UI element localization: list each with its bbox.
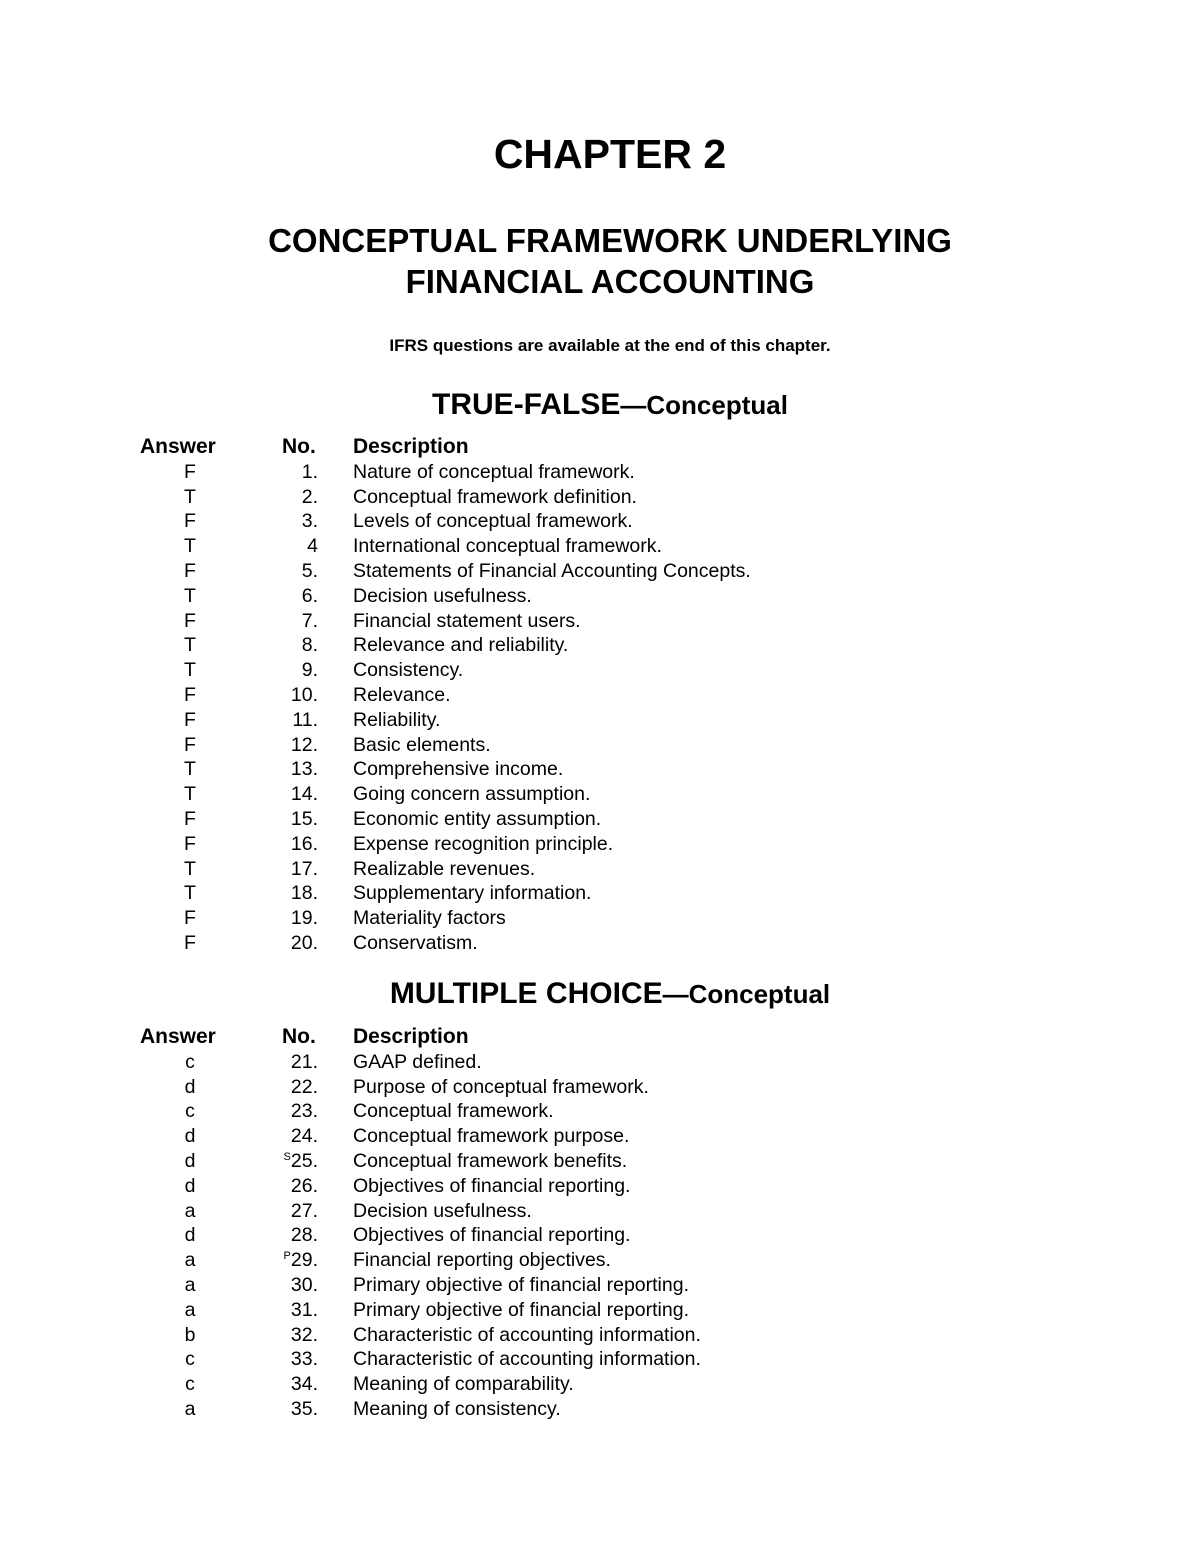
number-cell [240,1323,318,1348]
number-cell [240,609,318,634]
number-cell [240,1397,318,1422]
multiple-choice-heading [10,977,1200,1011]
question-number: 24. [290,1125,318,1148]
answer-cell: F [184,510,196,533]
question-number: 21. [290,1050,318,1073]
table-row [0,1273,1200,1298]
number-cell [240,1372,318,1397]
answer-cell: T [184,535,196,558]
answer-cell: T [184,584,196,607]
answer-cell: F [184,460,196,483]
description-cell: Meaning of comparability. [353,1373,574,1396]
number-cell [240,1298,318,1323]
question-number: 35. [290,1397,318,1420]
question-number: 13. [290,758,318,781]
table-row [0,485,1200,510]
table-row [0,1323,1200,1348]
answer-cell: b [184,1323,196,1346]
answer-cell: F [184,559,196,582]
question-number: 27. [290,1199,318,1222]
description-cell: Financial statement users. [353,609,581,632]
description-cell: Objectives of financial reporting. [353,1174,631,1197]
table-row [0,1298,1200,1323]
question-number: 20. [290,931,318,954]
table-row [0,509,1200,534]
table-row [0,733,1200,758]
number-cell [240,1199,318,1224]
number-cell [240,559,318,584]
question-number: 16. [290,832,318,855]
number-cell [240,708,318,733]
number-cell [240,658,318,683]
number-cell [240,485,318,510]
table-row [0,1372,1200,1397]
description-cell: Purpose of conceptual framework. [353,1075,649,1098]
true-false-heading-main: TRUE-FALSE [432,388,621,421]
description-cell: Meaning of consistency. [353,1397,561,1420]
table-row [0,782,1200,807]
true-false-heading-sub: —Conceptual [620,390,788,420]
description-cell: Primary objective of financial reporting. [353,1273,689,1296]
table-row [0,1075,1200,1100]
number-cell [240,1347,318,1372]
number-cell [240,1273,318,1298]
question-number: 30. [290,1273,318,1296]
table-row [0,658,1200,683]
answer-cell: c [185,1348,195,1371]
number-cell [240,1248,318,1273]
table-row [0,1223,1200,1248]
multiple-choice-heading-sub: —Conceptual [662,979,831,1009]
question-number: 12. [290,733,318,756]
number-cell [240,1099,318,1124]
description-cell: Conceptual framework definition. [353,485,637,508]
chapter-title: CHAPTER 2 [493,131,727,177]
answer-cell: c [185,1050,195,1073]
description-cell: Materiality factors [353,907,506,930]
table-row [0,881,1200,906]
description-cell: Characteristic of accounting information. [353,1323,701,1346]
table-row [0,683,1200,708]
question-number: 29. [290,1249,318,1272]
number-cell [240,881,318,906]
answer-cell: a [184,1298,196,1321]
answer-cell: T [184,857,196,880]
table-row [0,931,1200,956]
multiple-choice-table [0,1025,1200,1422]
true-false-heading [10,388,1200,422]
answer-cell: c [185,1100,195,1123]
question-type-marker: S [283,1150,291,1163]
answer-cell: F [184,931,196,954]
table-row [0,1248,1200,1273]
answer-cell: d [184,1224,196,1247]
subtitle-line-1: CONCEPTUAL FRAMEWORK UNDERLYING [268,222,952,259]
description-cell: Consistency. [353,659,464,682]
table-row [0,460,1200,485]
table-header [0,435,1200,460]
table-row [0,1397,1200,1422]
question-number: 11. [292,708,318,731]
question-number: 14. [290,783,318,806]
question-type-marker: P [283,1250,291,1263]
question-number: 9. [301,659,318,682]
description-cell: Primary objective of financial reporting. [353,1298,689,1321]
number-cell [240,1149,318,1174]
number-cell [240,757,318,782]
answer-cell: T [184,758,196,781]
table-row [0,584,1200,609]
table-row [0,757,1200,782]
table-row [0,807,1200,832]
table-row [0,1149,1200,1174]
true-false-table [0,435,1200,956]
answer-cell: T [184,783,196,806]
description-cell: Comprehensive income. [353,758,564,781]
question-number: 31. [290,1298,318,1321]
answer-cell: F [184,683,196,706]
table-row [0,1050,1200,1075]
header-answer: Answer [140,1025,216,1048]
number-cell [240,1223,318,1248]
description-cell: Conceptual framework purpose. [353,1125,630,1148]
table-row [0,534,1200,559]
description-cell: Decision usefulness. [353,584,532,607]
number-cell [240,1050,318,1075]
header-no: No. [282,435,316,458]
number-cell [240,733,318,758]
description-cell: Nature of conceptual framework. [353,460,635,483]
table-row [0,609,1200,634]
table-row [0,832,1200,857]
description-cell: Decision usefulness. [353,1199,532,1222]
table-row [0,1347,1200,1372]
table-row [0,906,1200,931]
description-cell: International conceptual framework. [353,535,662,558]
question-number: 6. [301,584,318,607]
answer-cell: F [184,807,196,830]
question-number: 3. [301,510,318,533]
number-cell [240,683,318,708]
question-number: 32. [290,1323,318,1346]
ifrs-note: IFRS questions are available at the end of this chapter. [389,336,831,355]
description-cell: Expense recognition principle. [353,832,614,855]
question-number: 28. [290,1224,318,1247]
question-number: 4 [307,535,318,558]
description-cell: Relevance and reliability. [353,634,569,657]
answer-cell: a [184,1249,196,1272]
question-number: 2. [301,485,318,508]
header-no: No. [282,1025,316,1048]
description-cell: Economic entity assumption. [353,807,602,830]
table-row [0,1099,1200,1124]
table-row [0,633,1200,658]
description-cell: Statements of Financial Accounting Concepts. [353,559,751,582]
number-cell [240,584,318,609]
answer-cell: T [184,485,196,508]
table-row [0,1174,1200,1199]
question-number: 8. [301,634,318,657]
answer-cell: T [184,659,196,682]
number-cell [240,807,318,832]
table-row [0,708,1200,733]
number-cell [240,1124,318,1149]
question-number: 26. [290,1174,318,1197]
answer-cell: F [184,708,196,731]
number-cell [240,460,318,485]
header-answer: Answer [140,435,216,458]
question-number: 17. [290,857,318,880]
description-cell: GAAP defined. [353,1050,482,1073]
description-cell: Supplementary information. [353,882,592,905]
description-cell: Levels of conceptual framework. [353,510,633,533]
number-cell [240,782,318,807]
chapter-subtitle [10,220,1200,302]
number-cell [240,931,318,956]
table-row [0,857,1200,882]
subtitle-line-2: FINANCIAL ACCOUNTING [405,263,815,300]
number-cell [240,832,318,857]
question-number: 19. [290,907,318,930]
number-cell [240,1075,318,1100]
question-number: 15. [290,807,318,830]
answer-cell: a [184,1397,196,1420]
number-cell [240,857,318,882]
question-number: 18. [290,882,318,905]
answer-cell: a [184,1199,196,1222]
table-header [0,1025,1200,1050]
answer-cell: a [184,1273,196,1296]
answer-cell: d [184,1174,196,1197]
description-cell: Financial reporting objectives. [353,1249,611,1272]
description-cell: Relevance. [353,683,451,706]
header-description: Description [353,1025,469,1048]
table-row [0,1124,1200,1149]
number-cell [240,1174,318,1199]
number-cell [240,633,318,658]
description-cell: Objectives of financial reporting. [353,1224,631,1247]
description-cell: Conceptual framework benefits. [353,1149,628,1172]
description-cell: Basic elements. [353,733,491,756]
answer-cell: T [184,634,196,657]
question-number: 25. [290,1149,318,1172]
question-number: 10. [290,683,318,706]
number-cell [240,906,318,931]
answer-cell: d [184,1075,196,1098]
description-cell: Going concern assumption. [353,783,591,806]
answer-cell: c [185,1373,195,1396]
answer-cell: d [184,1125,196,1148]
answer-cell: F [184,907,196,930]
question-number: 1. [301,460,318,483]
answer-cell: F [184,832,196,855]
answer-cell: T [184,882,196,905]
description-cell: Characteristic of accounting information. [353,1348,701,1371]
multiple-choice-heading-main: MULTIPLE CHOICE [389,977,663,1010]
question-number: 7. [301,609,318,632]
answer-cell: d [184,1149,196,1172]
question-number: 5. [301,559,318,582]
table-row [0,1199,1200,1224]
table-row [0,559,1200,584]
description-cell: Conceptual framework. [353,1100,554,1123]
question-number: 23. [290,1100,318,1123]
description-cell: Conservatism. [353,931,478,954]
answer-cell: F [184,609,196,632]
number-cell [240,534,318,559]
question-number: 22. [290,1075,318,1098]
number-cell [240,509,318,534]
question-number: 33. [290,1348,318,1371]
description-cell: Reliability. [353,708,441,731]
answer-cell: F [184,733,196,756]
header-description: Description [353,435,469,458]
question-number: 34. [290,1373,318,1396]
description-cell: Realizable revenues. [353,857,536,880]
